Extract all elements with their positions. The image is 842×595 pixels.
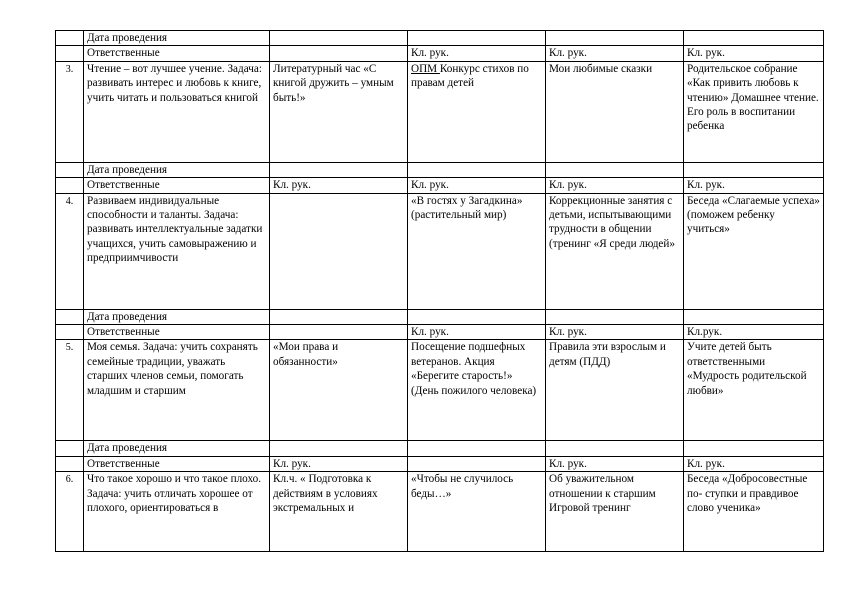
- item-row: [56, 193, 824, 309]
- activity-cell: Коррекционные занятия с детьми, испытывающими трудности в общении (тренинг «Я среди людей»: [546, 193, 684, 309]
- activity-cell: Родительское собрание «Как привить любовь к чтению» Домашнее чтение. Его роль в воспитании ребенка: [684, 61, 824, 162]
- date-row: [56, 31, 824, 46]
- date-label: Дата проведения: [84, 162, 270, 177]
- topic-cell: Чтение – вот лучшее учение. Задача: развивать интерес и любовь к книге, учить читать и пользоваться книгой: [84, 61, 270, 162]
- activity-cell: Беседа «Добросовестные по- ступки и правдивое слово ученика»: [684, 472, 824, 552]
- responsible-cell: Кл. рук.: [546, 46, 684, 61]
- responsible-cell: Кл. рук.: [270, 456, 408, 471]
- responsible-cell: Кл. рук.: [684, 46, 824, 61]
- education-plan-table: [55, 30, 824, 552]
- item-row: [56, 472, 824, 552]
- responsible-row: [56, 178, 824, 193]
- responsible-cell: Кл. рук.: [546, 456, 684, 471]
- responsible-cell: Кл.рук.: [684, 325, 824, 340]
- date-label: Дата проведения: [84, 441, 270, 456]
- responsible-row: [56, 325, 824, 340]
- responsible-cell: [270, 325, 408, 340]
- item-number: 5.: [56, 340, 84, 441]
- activity-cell: Мои любимые сказки: [546, 61, 684, 162]
- responsible-cell: [270, 46, 408, 61]
- item-number: 4.: [56, 193, 84, 309]
- date-row: [56, 309, 824, 324]
- date-row: [56, 441, 824, 456]
- activity-cell: Посещение подшефных ветеранов. Акция «Берегите старость!» (День пожилого человека): [408, 340, 546, 441]
- num-cell: [56, 31, 84, 46]
- activity-cell: «В гостях у Загадкина» (растительный мир): [408, 193, 546, 309]
- activity-cell: [270, 193, 408, 309]
- responsible-cell: Кл. рук.: [408, 178, 546, 193]
- activity-cell: Правила эти взрослым и детям (ПДД): [546, 340, 684, 441]
- responsible-cell: Кл. рук.: [684, 178, 824, 193]
- activity-cell: Литературный час «С книгой дружить – умным быть!»: [270, 61, 408, 162]
- topic-cell: Что такое хорошо и что такое плохо. Задача: учить отличать хорошее от плохого, ориентироваться в: [84, 472, 270, 552]
- topic-cell: Моя семья. Задача: учить сохранять семейные традиции, уважать старших членов семьи, помогать младшим и старшим: [84, 340, 270, 441]
- responsible-cell: Кл. рук.: [270, 178, 408, 193]
- responsible-cell: Кл. рук.: [546, 178, 684, 193]
- responsible-label: Ответственные: [84, 325, 270, 340]
- activity-cell: Учите детей быть ответственными «Мудрость родительской любви»: [684, 340, 824, 441]
- date-label: Дата проведения: [84, 309, 270, 324]
- opm-abbr: ОПМ: [411, 62, 440, 75]
- activity-cell: Беседа «Слагаемые успеха» (поможем ребенку учиться»: [684, 193, 824, 309]
- responsible-row: [56, 46, 824, 61]
- responsible-cell: Кл. рук.: [408, 46, 546, 61]
- item-row: [56, 340, 824, 441]
- activity-cell: Кл.ч. « Подготовка к действиям в условиях экстремальных и: [270, 472, 408, 552]
- topic-cell: Развиваем индивидуальные способности и таланты. Задача: развивать интеллектуальные задатки учащихся, учить самовыражению и предприимчивости: [84, 193, 270, 309]
- date-label: Дата проведения: [84, 31, 270, 46]
- responsible-label: Ответственные: [84, 46, 270, 61]
- activity-cell: Об уважительном отношении к старшим Игровой тренинг: [546, 472, 684, 552]
- responsible-label: Ответственные: [84, 178, 270, 193]
- activity-cell: «Чтобы не случилось беды…»: [408, 472, 546, 552]
- item-number: 6.: [56, 472, 84, 552]
- item-row: [56, 61, 824, 162]
- responsible-row: [56, 456, 824, 471]
- responsible-cell: Кл. рук.: [546, 325, 684, 340]
- item-number: 3.: [56, 61, 84, 162]
- responsible-label: Ответственные: [84, 456, 270, 471]
- responsible-cell: [408, 456, 546, 471]
- responsible-cell: Кл. рук.: [684, 456, 824, 471]
- activity-cell: ОПМ Конкурс стихов по правам детей: [408, 61, 546, 162]
- responsible-cell: Кл. рук.: [408, 325, 546, 340]
- date-row: [56, 162, 824, 177]
- activity-cell: «Мои права и обязанности»: [270, 340, 408, 441]
